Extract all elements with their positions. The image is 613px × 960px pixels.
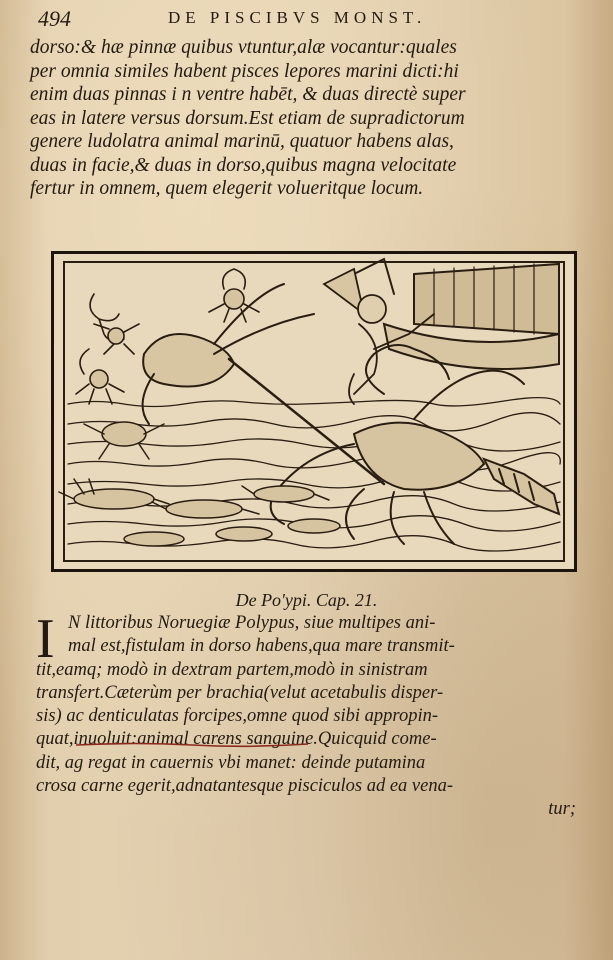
sea-monster [143,284,384,484]
text-line: transfert.Cæterùm per brachia(velut acetabulis disper- [36,682,444,703]
text-line: duas in facie,& duas in dorso,quibus magna velocitate [30,154,457,176]
text-line: sis) ac denticulatas forcipes,omne quod sibi appropin- [36,706,438,727]
drop-cap: I [36,608,55,670]
chapter-paragraph [36,608,576,822]
running-head: DE PISCIBVS MONST. [168,8,427,27]
text-line: eas in latere versus dorsum.Est etiam de supradictorum [30,107,465,129]
text-line: dit, ag regat in cauernis vbi manet: deinde putamina [36,752,426,773]
woodcut-illustration [51,251,577,572]
text-line: enim duas pinnas i n ventre habēt, & duas directè super [30,84,466,105]
crustaceans [59,422,340,546]
page-number: 494 [38,6,71,31]
text-line: quat,inuoluit:animal carens sanguine.Quicquid come- [36,729,437,750]
top-paragraph [30,36,590,201]
text-line: tit,eamq; modò in dextram partem,modò in sinistram [36,659,428,680]
text-line: tur; [548,799,576,820]
page-header [28,6,588,34]
text-line: genere ludolatra animal marinū, quatuor habens alas, [30,131,454,152]
text-line: per omnia similes habent pisces lepores marini dicti:hi [30,60,459,82]
text-line: N littoribus Noruegiæ Polypus, siue multipes ani- [68,613,436,633]
text-line: dorso:& hæ pinnæ quibus vtuntur,alæ vocantur:quales [30,37,457,58]
text-line: fertur in omnem, quem elegerit volueritque locum. [30,178,424,199]
lobster [271,345,559,544]
text-line: crosa carne egerit,adnatantesque pisciculos ad ea vena- [36,776,454,797]
woodcut-drawing [54,254,574,569]
handwritten-underline [74,740,310,748]
figure-caption: De Po'ypi. Cap. 21. [235,590,378,610]
text-line: mal est,fistulam in dorso habens,qua mare transmit- [68,636,455,657]
